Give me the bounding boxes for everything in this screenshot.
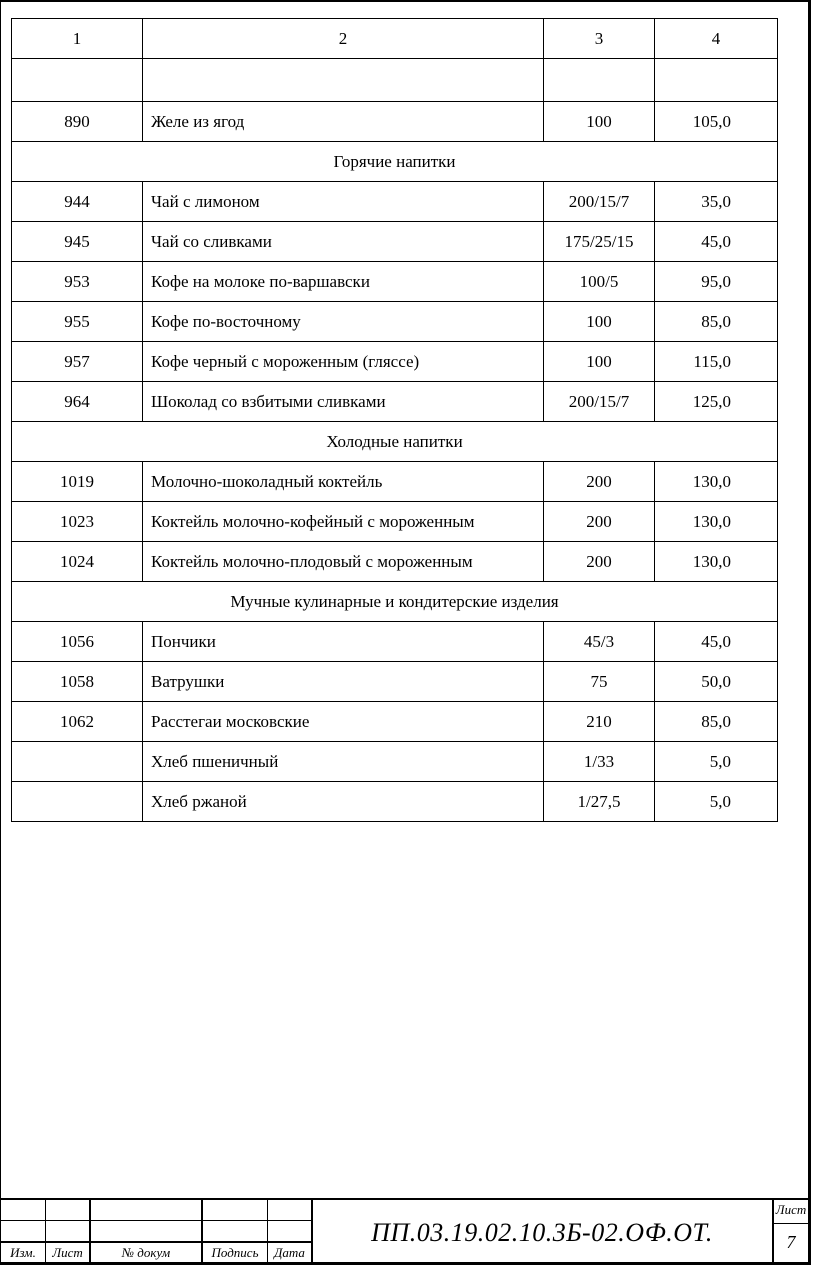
item-price: 130,0 xyxy=(655,462,778,502)
item-name: Кофе на молоке по-варшавски xyxy=(143,262,544,302)
label-doc: № докум xyxy=(121,1245,171,1260)
item-name: Коктейль молочно-плодовый с мороженным xyxy=(143,542,544,582)
header-col-3: 3 xyxy=(544,19,655,59)
item-portion: 45/3 xyxy=(544,622,655,662)
section-title: Холодные напитки xyxy=(12,422,778,462)
item-name: Чай с лимоном xyxy=(143,182,544,222)
item-code: 945 xyxy=(12,222,143,262)
item-portion: 200 xyxy=(544,542,655,582)
item-portion: 75 xyxy=(544,662,655,702)
item-name: Расстегаи московские xyxy=(143,702,544,742)
item-name: Желе из ягод xyxy=(143,102,544,142)
table-row xyxy=(12,662,778,702)
label-izm: Изм. xyxy=(10,1245,36,1260)
item-code: 944 xyxy=(12,182,143,222)
item-price: 85,0 xyxy=(655,702,778,742)
item-name: Хлеб ржаной xyxy=(143,782,544,822)
blank-cell xyxy=(143,59,544,102)
table-row xyxy=(12,262,778,302)
document-number: ПП.03.19.02.10.3Б-02.ОФ.ОТ. xyxy=(371,1218,713,1247)
item-portion: 200/15/7 xyxy=(544,182,655,222)
item-price: 5,0 xyxy=(655,742,778,782)
table-row xyxy=(12,742,778,782)
table-row xyxy=(12,302,778,342)
item-price: 35,0 xyxy=(655,182,778,222)
item-name: Чай со сливками xyxy=(143,222,544,262)
blank-row xyxy=(12,59,778,102)
item-price: 115,0 xyxy=(655,342,778,382)
item-price: 105,0 xyxy=(655,102,778,142)
item-code: 1019 xyxy=(12,462,143,502)
item-price: 45,0 xyxy=(655,622,778,662)
item-price: 45,0 xyxy=(655,222,778,262)
item-name: Хлеб пшеничный xyxy=(143,742,544,782)
table-row xyxy=(12,702,778,742)
item-name: Молочно-шоколадный коктейль xyxy=(143,462,544,502)
item-portion: 175/25/15 xyxy=(544,222,655,262)
item-code: 1023 xyxy=(12,502,143,542)
item-portion: 100 xyxy=(544,102,655,142)
item-price: 5,0 xyxy=(655,782,778,822)
table-row xyxy=(12,102,778,142)
item-portion: 100 xyxy=(544,302,655,342)
blank-cell xyxy=(12,59,143,102)
item-portion: 1/27,5 xyxy=(544,782,655,822)
item-portion: 100/5 xyxy=(544,262,655,302)
table-row xyxy=(12,622,778,662)
item-code: 957 xyxy=(12,342,143,382)
sheet-number: 7 xyxy=(786,1232,796,1252)
item-name: Коктейль молочно-кофейный с мороженным xyxy=(143,502,544,542)
item-name: Пончики xyxy=(143,622,544,662)
item-price: 130,0 xyxy=(655,502,778,542)
item-code xyxy=(12,782,143,822)
item-portion: 100 xyxy=(544,342,655,382)
item-code: 1058 xyxy=(12,662,143,702)
section-title: Мучные кулинарные и кондитерские изделия xyxy=(12,582,778,622)
table-row xyxy=(12,222,778,262)
item-price: 130,0 xyxy=(655,542,778,582)
header-col-2: 2 xyxy=(143,19,544,59)
table-row xyxy=(12,462,778,502)
item-price: 125,0 xyxy=(655,382,778,422)
item-price: 85,0 xyxy=(655,302,778,342)
blank-cell xyxy=(655,59,778,102)
table-row xyxy=(12,182,778,222)
section-row xyxy=(12,422,778,462)
item-name: Кофе по-восточному xyxy=(143,302,544,342)
table-row xyxy=(12,542,778,582)
item-code: 964 xyxy=(12,382,143,422)
item-code: 955 xyxy=(12,302,143,342)
table-row xyxy=(12,502,778,542)
item-code xyxy=(12,742,143,782)
item-price: 50,0 xyxy=(655,662,778,702)
item-code: 1024 xyxy=(12,542,143,582)
blank-cell xyxy=(544,59,655,102)
section-title: Горячие напитки xyxy=(12,142,778,182)
item-portion: 200 xyxy=(544,502,655,542)
item-code: 890 xyxy=(12,102,143,142)
item-portion: 210 xyxy=(544,702,655,742)
section-row xyxy=(12,582,778,622)
item-portion: 200/15/7 xyxy=(544,382,655,422)
item-code: 1056 xyxy=(12,622,143,662)
header-col-4: 4 xyxy=(655,19,778,59)
label-sign: Подпись xyxy=(211,1245,259,1260)
item-portion: 200 xyxy=(544,462,655,502)
item-portion: 1/33 xyxy=(544,742,655,782)
sheet-label: Лист xyxy=(775,1202,807,1217)
item-name: Шоколад со взбитыми сливками xyxy=(143,382,544,422)
item-code: 953 xyxy=(12,262,143,302)
table-row xyxy=(12,342,778,382)
section-row xyxy=(12,142,778,182)
table-body xyxy=(12,59,778,822)
table-row xyxy=(12,782,778,822)
label-list: Лист xyxy=(52,1245,83,1260)
table-row xyxy=(12,382,778,422)
item-name: Кофе черный с мороженным (гляссе) xyxy=(143,342,544,382)
item-price: 95,0 xyxy=(655,262,778,302)
item-code: 1062 xyxy=(12,702,143,742)
item-name: Ватрушки xyxy=(143,662,544,702)
menu-table xyxy=(11,18,778,822)
label-date: Дата xyxy=(274,1245,305,1260)
header-col-1: 1 xyxy=(12,19,143,59)
header-row xyxy=(12,19,778,59)
